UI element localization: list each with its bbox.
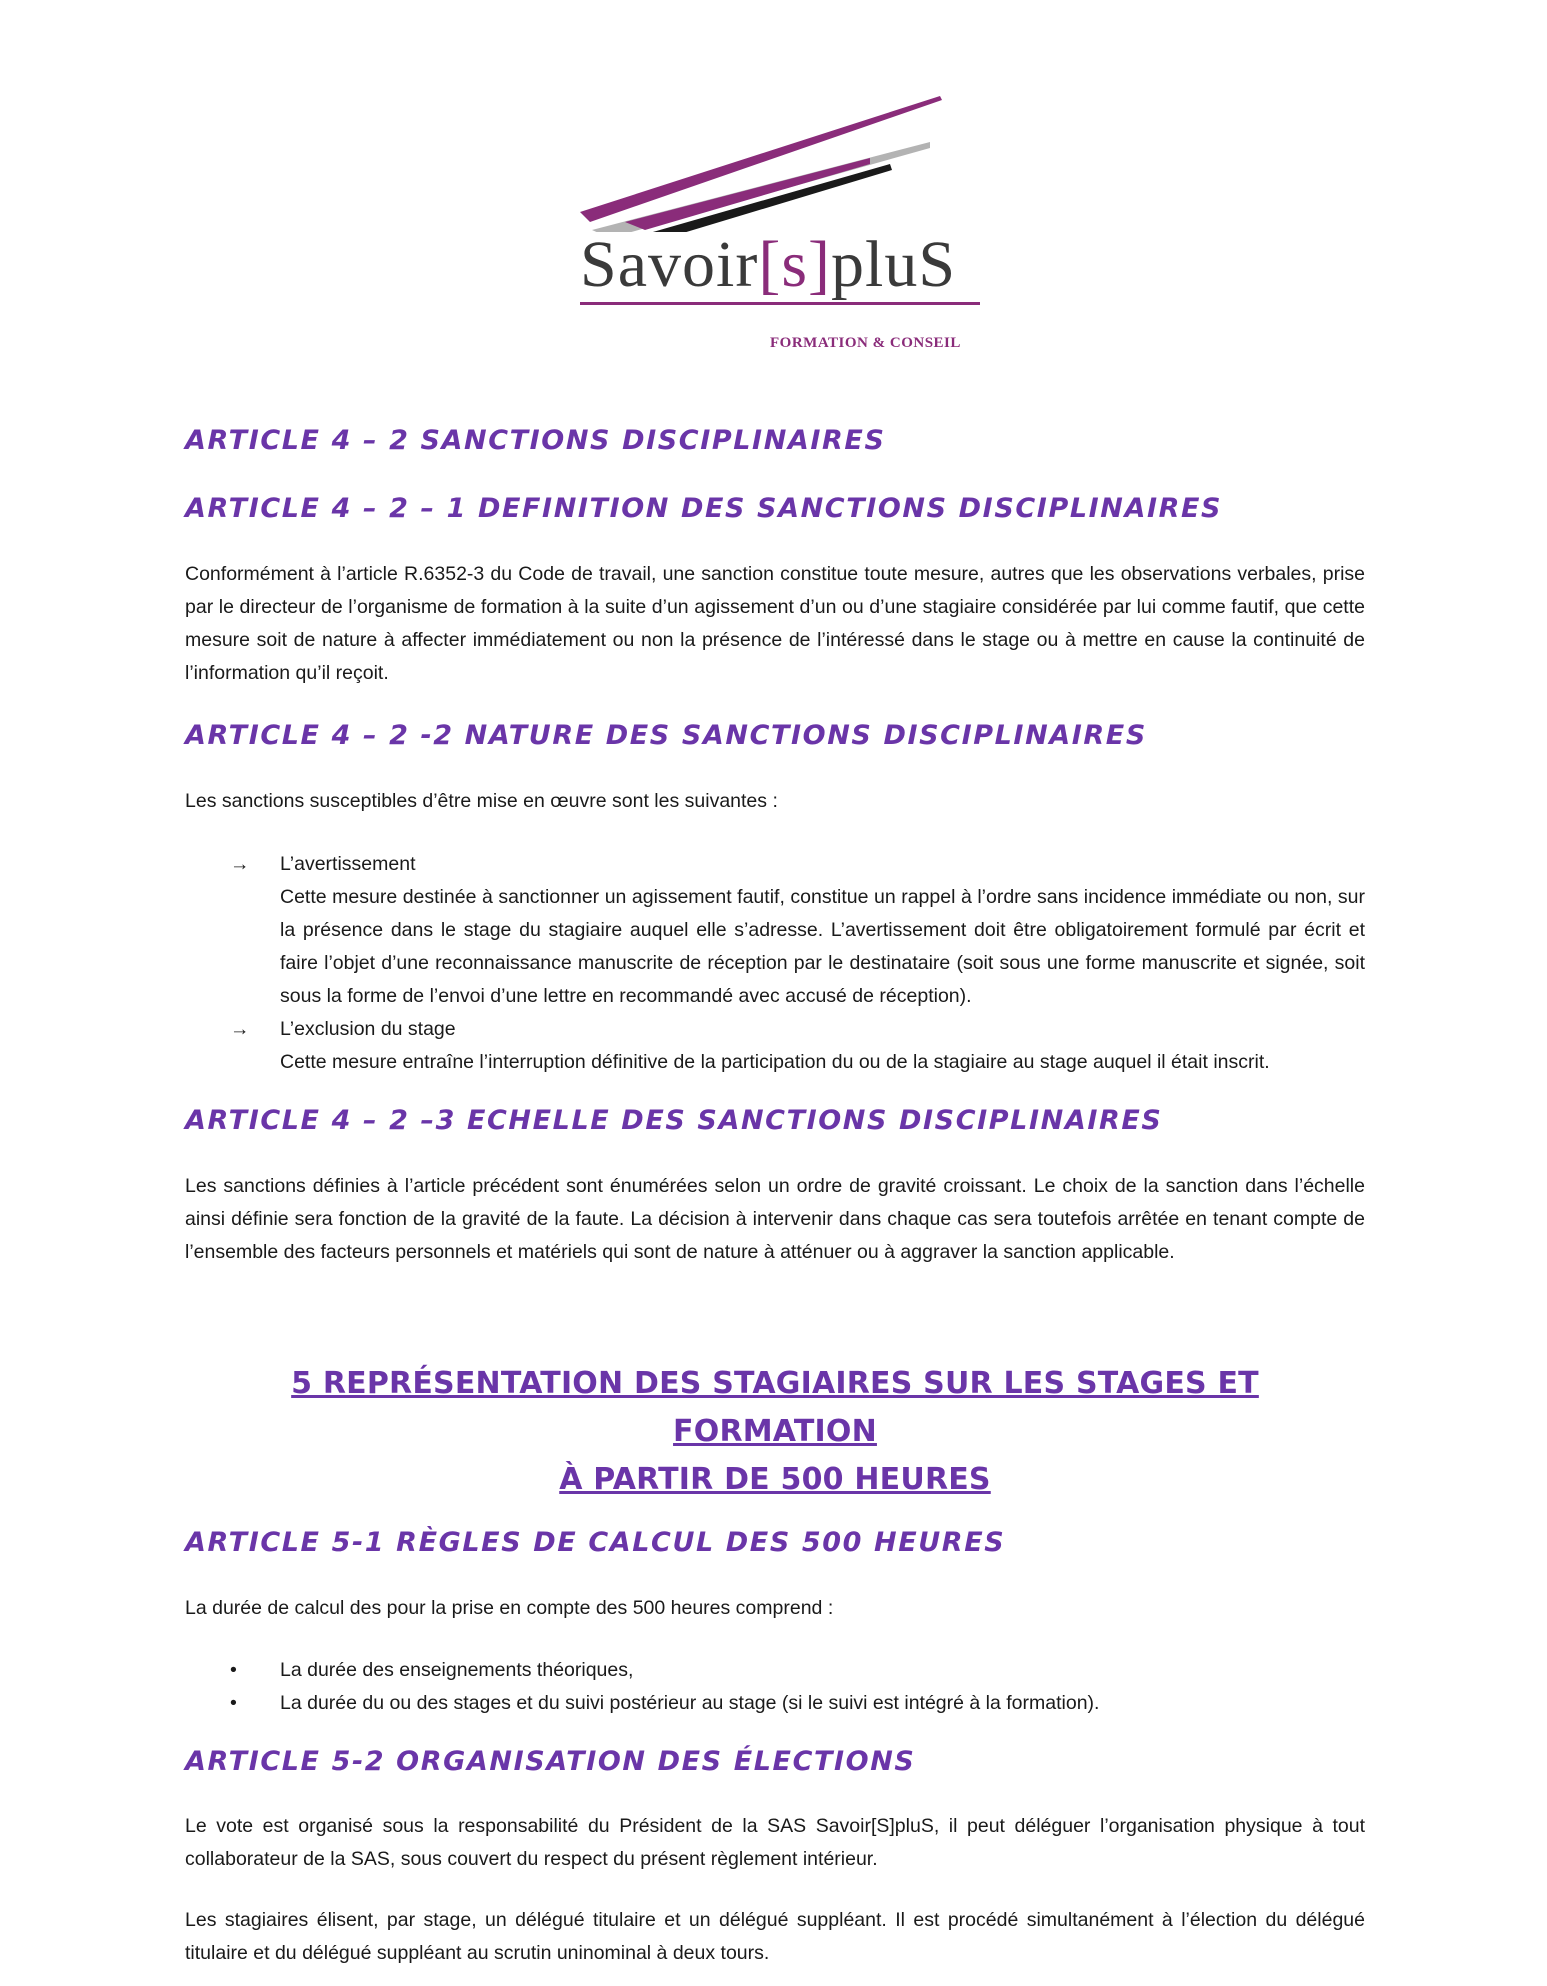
heading-section-5-line1: 5 REPRÉSENTATION DES STAGIAIRES SUR LES STAGES ET FORMATION <box>291 1366 1259 1449</box>
list-item <box>185 1687 1365 1720</box>
hours-list <box>185 1654 1365 1720</box>
paragraph-article-4-2-2: Les sanctions susceptibles d’être mise en œuvre sont les suivantes : <box>185 790 778 812</box>
list-item <box>185 1013 1365 1079</box>
list-item-text: Cette mesure entraîne l’interruption définitive de la participation du ou de la stagiaire au stage auquel il était inscrit. <box>280 1051 1270 1073</box>
logo-bracket-left: [ <box>758 228 782 301</box>
list-item-title: L’avertissement <box>280 853 416 875</box>
logo-name-s: s <box>781 228 808 301</box>
logo-underline <box>580 302 980 305</box>
list-item-text: La durée des enseignements théoriques, <box>280 1659 634 1681</box>
list-item-text: La durée du ou des stages et du suivi postérieur au stage (si le suivi est intégré à la formation). <box>280 1692 1100 1714</box>
list-item <box>185 1654 1365 1687</box>
heading-article-4-2: ARTICLE 4 – 2 SANCTIONS DISCIPLINAIRES <box>185 425 886 456</box>
heading-section-5-line2: À PARTIR DE 500 HEURES <box>559 1462 991 1497</box>
paragraph-article-5-2-a: Le vote est organisé sous la responsabilité du Président de la SAS Savoir[S]pluS, il peut déléguer l’organisation physique à tout collaborateur de la SAS, sous couvert du respect du présent règlement intérieur. <box>185 1815 1365 1870</box>
paragraph-article-5-2-b: Les stagiaires élisent, par stage, un délégué titulaire et un délégué suppléant. Il est procédé simultanément à l’élection du délégué titulaire et du délégué suppléant au scrutin uninominal à deux tours. <box>185 1909 1365 1964</box>
paragraph-article-4-2-3: Les sanctions définies à l’article précédent sont énumérées selon un ordre de gravité croissant. Le choix de la sanction dans l’échelle ainsi définie sera fonction de la gravité de la faute. La décision à intervenir dans chaque cas sera toutefois arrêtée en tenant compte de l’ensemble des facteurs personnels et matériels qui sont de nature à atténuer ou à aggraver la sanction applicable. <box>185 1175 1365 1263</box>
arrow-icon: → <box>230 853 250 875</box>
list-item-title: L’exclusion du stage <box>280 1018 456 1040</box>
bullet-icon: • <box>230 1692 237 1714</box>
logo-name-part1: Savoir <box>580 228 759 301</box>
heading-article-4-2-3: ARTICLE 4 – 2 –3 ECHELLE DES SANCTIONS DISCIPLINAIRES <box>185 1105 1163 1136</box>
heading-article-4-2-1: ARTICLE 4 – 2 – 1 DEFINITION DES SANCTIONS DISCIPLINAIRES <box>185 493 1223 524</box>
list-item-text: Cette mesure destinée à sanctionner un agissement fautif, constitue un rappel à l’ordre sans incidence immédiate ou non, sur la présence dans le stage du stagiaire auquel elle s’adresse. L’avertissement doit être obligatoirement formulé par écrit et faire l’objet d’une reconnaissance manuscrite de réception par le destinataire (soit sous une forme manuscrite et signée, soit sous la forme de l’envoi d’une lettre en recommandé avec accusé de réception). <box>280 886 1365 1007</box>
bullet-icon: • <box>230 1659 237 1681</box>
paragraph-article-4-2-1: Conformément à l’article R.6352-3 du Code de travail, une sanction constitue toute mesure, autres que les observations verbales, prise par le directeur de l’organisme de formation à la suite d’un agissement d’un ou d’une stagiaire considérée par lui comme fautif, que cette mesure soit de nature à affecter immédiatement ou non la présence de l’intéressé dans le stage ou à mettre en cause la continuité de l’information qu’il reçoit. <box>185 563 1365 684</box>
section-5-title <box>185 1360 1365 1504</box>
logo-wordmark <box>580 228 980 301</box>
logo-subtitle: FORMATION & CONSEIL <box>770 335 961 351</box>
logo-swoosh-graphic <box>570 92 980 232</box>
arrow-icon: → <box>230 1018 250 1040</box>
sanctions-list <box>185 848 1365 1079</box>
logo-name-part2: pluS <box>830 228 957 301</box>
heading-article-4-2-2: ARTICLE 4 – 2 -2 NATURE DES SANCTIONS DISCIPLINAIRES <box>185 720 1147 751</box>
company-logo <box>570 92 980 354</box>
logo-bracket-right: ] <box>808 228 831 301</box>
list-item <box>185 848 1365 1013</box>
heading-article-5-1: ARTICLE 5-1 RÈGLES DE CALCUL DES 500 HEURES <box>185 1527 1006 1558</box>
paragraph-article-5-1: La durée de calcul des pour la prise en compte des 500 heures comprend : <box>185 1597 834 1619</box>
heading-article-5-2: ARTICLE 5-2 ORGANISATION DES ÉLECTIONS <box>185 1746 916 1777</box>
